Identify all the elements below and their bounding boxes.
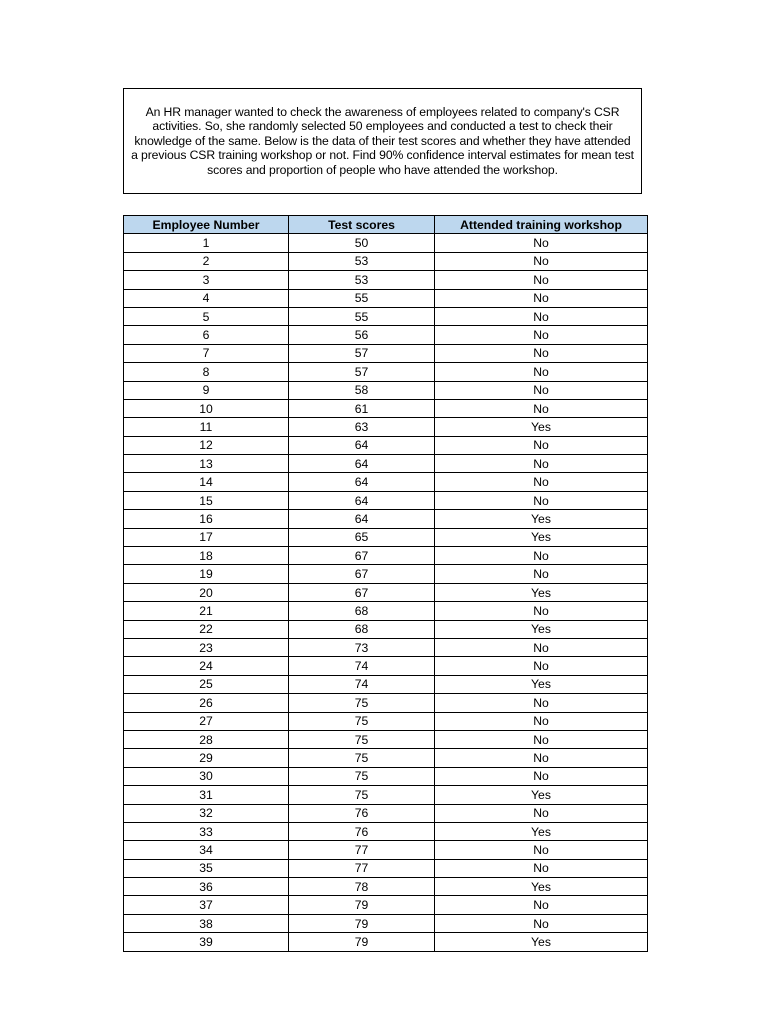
cell-employee-number: 34 [124, 841, 289, 859]
cell-attended-workshop: No [435, 841, 648, 859]
cell-test-score: 79 [289, 896, 435, 914]
cell-employee-number: 22 [124, 620, 289, 638]
cell-test-score: 68 [289, 602, 435, 620]
cell-attended-workshop: No [435, 547, 648, 565]
cell-attended-workshop: No [435, 491, 648, 509]
table-body [124, 234, 648, 951]
cell-attended-workshop: Yes [435, 510, 648, 528]
cell-attended-workshop: No [435, 252, 648, 270]
cell-test-score: 79 [289, 933, 435, 951]
employee-data-table [123, 215, 648, 952]
cell-attended-workshop: No [435, 289, 648, 307]
cell-employee-number: 12 [124, 436, 289, 454]
table-row [124, 583, 648, 601]
cell-test-score: 73 [289, 638, 435, 656]
cell-attended-workshop: No [435, 804, 648, 822]
cell-test-score: 57 [289, 363, 435, 381]
cell-test-score: 75 [289, 694, 435, 712]
cell-employee-number: 32 [124, 804, 289, 822]
cell-attended-workshop: No [435, 326, 648, 344]
table-row [124, 436, 648, 454]
table-row [124, 418, 648, 436]
table-row [124, 896, 648, 914]
cell-employee-number: 9 [124, 381, 289, 399]
cell-attended-workshop: No [435, 602, 648, 620]
table-row [124, 859, 648, 877]
cell-employee-number: 30 [124, 767, 289, 785]
cell-employee-number: 27 [124, 712, 289, 730]
cell-test-score: 64 [289, 436, 435, 454]
table-row [124, 510, 648, 528]
cell-employee-number: 18 [124, 547, 289, 565]
cell-attended-workshop: No [435, 638, 648, 656]
cell-attended-workshop: No [435, 363, 648, 381]
cell-employee-number: 3 [124, 271, 289, 289]
table-row [124, 381, 648, 399]
table-row [124, 638, 648, 656]
table-row [124, 657, 648, 675]
cell-attended-workshop: Yes [435, 583, 648, 601]
cell-test-score: 78 [289, 878, 435, 896]
cell-attended-workshop: Yes [435, 933, 648, 951]
table-row [124, 289, 648, 307]
table-row [124, 786, 648, 804]
cell-employee-number: 10 [124, 399, 289, 417]
problem-statement-text: An HR manager wanted to check the awareness of employees related to company's CSR activities. So, she randomly selected 50 employees and conducted a test to check their knowledge of the same. Below is the data of their test scores and whether they have attended a previous CSR training workshop or not. Find 90% confidence interval estimates for mean test scores and proportion of people who have attended the workshop. [131, 104, 634, 177]
table-row [124, 620, 648, 638]
table-row [124, 363, 648, 381]
cell-employee-number: 21 [124, 602, 289, 620]
cell-employee-number: 17 [124, 528, 289, 546]
cell-test-score: 55 [289, 289, 435, 307]
cell-attended-workshop: No [435, 749, 648, 767]
cell-employee-number: 28 [124, 730, 289, 748]
cell-employee-number: 5 [124, 307, 289, 325]
cell-test-score: 64 [289, 473, 435, 491]
cell-employee-number: 23 [124, 638, 289, 656]
cell-attended-workshop: No [435, 657, 648, 675]
cell-employee-number: 24 [124, 657, 289, 675]
cell-test-score: 76 [289, 822, 435, 840]
table-row [124, 565, 648, 583]
cell-test-score: 64 [289, 491, 435, 509]
cell-attended-workshop: Yes [435, 418, 648, 436]
cell-attended-workshop: Yes [435, 822, 648, 840]
cell-attended-workshop: No [435, 896, 648, 914]
table-row [124, 822, 648, 840]
cell-test-score: 76 [289, 804, 435, 822]
table-row [124, 914, 648, 932]
cell-employee-number: 2 [124, 252, 289, 270]
cell-attended-workshop: No [435, 712, 648, 730]
table-row [124, 344, 648, 362]
cell-test-score: 75 [289, 767, 435, 785]
cell-employee-number: 15 [124, 491, 289, 509]
cell-test-score: 50 [289, 234, 435, 252]
header-test-scores: Test scores [289, 216, 435, 234]
cell-test-score: 77 [289, 841, 435, 859]
table-row [124, 252, 648, 270]
cell-attended-workshop: Yes [435, 675, 648, 693]
table-row [124, 271, 648, 289]
cell-test-score: 75 [289, 712, 435, 730]
cell-test-score: 63 [289, 418, 435, 436]
table-row [124, 307, 648, 325]
cell-test-score: 75 [289, 749, 435, 767]
cell-test-score: 67 [289, 565, 435, 583]
cell-attended-workshop: No [435, 767, 648, 785]
table-row [124, 694, 648, 712]
problem-statement-box [123, 88, 642, 194]
cell-test-score: 79 [289, 914, 435, 932]
header-attended-workshop: Attended training workshop [435, 216, 648, 234]
cell-test-score: 55 [289, 307, 435, 325]
table-row [124, 473, 648, 491]
table-row [124, 234, 648, 252]
cell-attended-workshop: No [435, 859, 648, 877]
cell-employee-number: 14 [124, 473, 289, 491]
cell-test-score: 64 [289, 455, 435, 473]
cell-test-score: 53 [289, 271, 435, 289]
table-header-row [124, 216, 648, 234]
cell-employee-number: 36 [124, 878, 289, 896]
cell-employee-number: 37 [124, 896, 289, 914]
cell-test-score: 56 [289, 326, 435, 344]
cell-employee-number: 29 [124, 749, 289, 767]
cell-attended-workshop: No [435, 399, 648, 417]
cell-employee-number: 20 [124, 583, 289, 601]
cell-employee-number: 19 [124, 565, 289, 583]
cell-test-score: 65 [289, 528, 435, 546]
cell-attended-workshop: Yes [435, 786, 648, 804]
cell-attended-workshop: No [435, 565, 648, 583]
cell-attended-workshop: No [435, 473, 648, 491]
table-row [124, 804, 648, 822]
cell-employee-number: 13 [124, 455, 289, 473]
cell-employee-number: 25 [124, 675, 289, 693]
cell-test-score: 58 [289, 381, 435, 399]
cell-attended-workshop: No [435, 344, 648, 362]
table-row [124, 491, 648, 509]
cell-employee-number: 7 [124, 344, 289, 362]
cell-attended-workshop: No [435, 455, 648, 473]
cell-attended-workshop: No [435, 730, 648, 748]
cell-employee-number: 16 [124, 510, 289, 528]
table-row [124, 602, 648, 620]
cell-test-score: 57 [289, 344, 435, 362]
cell-employee-number: 35 [124, 859, 289, 877]
cell-test-score: 64 [289, 510, 435, 528]
table-row [124, 767, 648, 785]
cell-test-score: 74 [289, 675, 435, 693]
cell-employee-number: 26 [124, 694, 289, 712]
cell-test-score: 75 [289, 786, 435, 804]
cell-attended-workshop: Yes [435, 878, 648, 896]
table-row [124, 547, 648, 565]
cell-employee-number: 11 [124, 418, 289, 436]
cell-attended-workshop: Yes [435, 620, 648, 638]
table-row [124, 712, 648, 730]
cell-test-score: 77 [289, 859, 435, 877]
cell-employee-number: 33 [124, 822, 289, 840]
table-row [124, 749, 648, 767]
cell-test-score: 53 [289, 252, 435, 270]
cell-employee-number: 6 [124, 326, 289, 344]
cell-attended-workshop: No [435, 436, 648, 454]
cell-attended-workshop: No [435, 271, 648, 289]
cell-test-score: 67 [289, 547, 435, 565]
cell-attended-workshop: No [435, 234, 648, 252]
cell-attended-workshop: Yes [435, 528, 648, 546]
cell-test-score: 74 [289, 657, 435, 675]
table-row [124, 528, 648, 546]
cell-employee-number: 4 [124, 289, 289, 307]
cell-attended-workshop: No [435, 307, 648, 325]
cell-attended-workshop: No [435, 914, 648, 932]
cell-employee-number: 31 [124, 786, 289, 804]
cell-test-score: 61 [289, 399, 435, 417]
table-row [124, 455, 648, 473]
table-row [124, 399, 648, 417]
header-employee-number: Employee Number [124, 216, 289, 234]
cell-employee-number: 38 [124, 914, 289, 932]
table-row [124, 841, 648, 859]
table-row [124, 878, 648, 896]
table-row [124, 730, 648, 748]
table-row [124, 326, 648, 344]
table-row [124, 675, 648, 693]
cell-employee-number: 1 [124, 234, 289, 252]
cell-attended-workshop: No [435, 381, 648, 399]
cell-test-score: 67 [289, 583, 435, 601]
cell-employee-number: 39 [124, 933, 289, 951]
cell-test-score: 68 [289, 620, 435, 638]
table-row [124, 933, 648, 951]
cell-employee-number: 8 [124, 363, 289, 381]
cell-attended-workshop: No [435, 694, 648, 712]
cell-test-score: 75 [289, 730, 435, 748]
